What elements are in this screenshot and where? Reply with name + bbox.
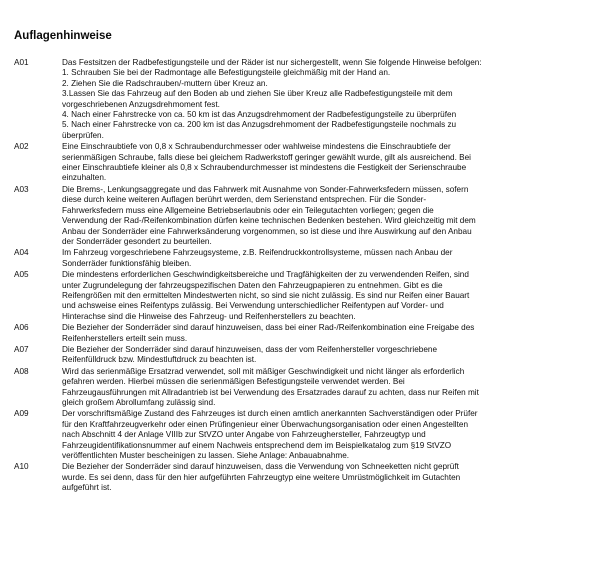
- note-text-line: wurde. Es sei denn, dass für den hier aufgeführten Fahrzeugtyp eine weitere Umrüstmöglichkeit im Gutachten: [62, 472, 461, 482]
- note-item-a04: [14, 248, 594, 269]
- note-item-a09: [14, 409, 594, 461]
- note-item-a05: [14, 270, 594, 322]
- note-text: [62, 185, 590, 247]
- note-text: [62, 58, 590, 141]
- note-text: [62, 323, 590, 344]
- note-text-line: überprüfen.: [62, 130, 104, 140]
- note-code: A06: [14, 323, 29, 333]
- note-text-line: serienmäßigen Schraube, falls diese bei gleichem Radwerkstoff geringer gewählt wurde, gilt als ausreichend. Bei: [62, 152, 471, 162]
- note-text-line: Reifenfülldruck bzw. Mindestluftdruck zu beachten ist.: [62, 355, 257, 365]
- note-text-line: Die Bezieher der Sonderräder sind darauf hinzuweisen, dass die Verwendung von Schneeketten nicht geprüft: [62, 462, 459, 472]
- note-item-a06: [14, 323, 594, 344]
- note-text-line: 1. Schrauben Sie bei der Radmontage alle Befestigungsteile gleichmäßig mit der Hand an.: [62, 68, 391, 78]
- note-text-line: Fahrzeugidentifikationsnummer auf einem Nachweis entsprechend dem im Beispielkatalog zum §19 StVZO: [62, 440, 452, 450]
- note-text-line: Fahrzeugausführungen mit Allradantrieb ist bei Verwendung des Ersatzrades darauf zu achten, dass nur Reifen mit: [62, 387, 479, 397]
- note-text-line: Wird das serienmäßige Ersatzrad verwendet, soll mit mäßiger Geschwindigkeit und nicht länger als erforderlich: [62, 366, 465, 376]
- note-text-line: Reifengrößen mit den ermittelten Mindestwerten nicht, so sind sie nicht zulässig. Es sind nur Reifen einer Bauart: [62, 290, 470, 300]
- note-item-a07: [14, 345, 594, 366]
- note-text-line: gefahren werden. Hierbei müssen die serienmäßigen Befestigungsteile verwendet werden. Bei: [62, 377, 405, 387]
- note-code: A08: [14, 366, 29, 376]
- note-text: [62, 367, 590, 409]
- note-text-line: 5. Nach einer Fahrstrecke von ca. 200 km ist das Anzugsdrehmoment der Radbefestigungsteile nochmals zu: [62, 120, 457, 130]
- note-code: A01: [14, 58, 29, 67]
- note-code: A09: [14, 409, 29, 419]
- note-code: A05: [14, 270, 29, 280]
- note-text-line: Die Brems-, Lenkungsaggregate und das Fahrwerk mit Ausnahme von Sonder-Fahrwerksfedern müssen, sofern: [62, 184, 469, 194]
- note-code: A03: [14, 184, 29, 194]
- note-text-line: veröffentlichten Muster bescheinigen zu lassen. Siehe Anlage: Anbauabnahme.: [62, 451, 350, 461]
- note-text-line: Eine Einschraubtiefe von 0,8 x Schraubendurchmesser oder wahlweise mindestens die Einschraubtiefe der: [62, 142, 451, 152]
- notes-list: [14, 58, 594, 495]
- note-code: A02: [14, 142, 29, 152]
- note-text-line: 2. Ziehen Sie die Radschrauben/-muttern über Kreuz an.: [62, 78, 268, 88]
- note-code: A10: [14, 462, 29, 472]
- note-item-a02: [14, 142, 594, 184]
- note-text-line: für den Kraftfahrzeugverkehr oder einen Prüfingenieur einer Überwachungsorganisation oder einen Angestellten: [62, 419, 468, 429]
- note-text: [62, 462, 590, 493]
- note-text-line: Die Bezieher der Sonderräder sind darauf hinzuweisen, dass bei einer Rad-/Reifenkombination eine Freigabe des: [62, 323, 475, 333]
- note-text-line: und achsweise eines Reifentyps zulässig. Bei Verwendung unterschiedlicher Reifentypen auf Vorder- und: [62, 301, 444, 311]
- note-text-line: Sonderräder funktionsfähig bleiben.: [62, 258, 192, 268]
- note-text-line: Das Festsitzen der Radbefestigungsteile und der Räder ist nur sichergestellt, wenn Sie folgende Hinweise befolgen:: [62, 58, 482, 67]
- note-text: [62, 409, 590, 461]
- note-text-line: der Sonderräder gesondert zu beurteilen.: [62, 236, 212, 246]
- note-text-line: einzuhalten.: [62, 173, 107, 183]
- note-code: A04: [14, 248, 29, 258]
- note-text-line: vorgeschriebenen Anzugsdrehmoment fest.: [62, 99, 220, 109]
- note-text-line: Der vorschriftsmäßige Zustand des Fahrzeuges ist durch einen amtlich anerkannten Sachverständigen oder Prüfer: [62, 409, 478, 419]
- note-item-a08: [14, 367, 594, 409]
- note-code: A07: [14, 344, 29, 354]
- note-text-line: Verwendung der Rad-/Reifenkombination dürfen keine technischen Bedenken bestehen. Wird gleichzeitig mit dem: [62, 216, 476, 226]
- note-text-line: Die mindestens erforderlichen Geschwindigkeitsbereiche und Tragfähigkeiten der zu verwendenden Reifen, sind: [62, 270, 469, 280]
- note-text: [62, 142, 590, 184]
- note-text-line: Im Fahrzeug vorgeschriebene Fahrzeugsysteme, z.B. Reifendruckkontrollsysteme, müssen nach Anbau der: [62, 248, 453, 258]
- note-text-line: 3.Lassen Sie das Fahrzeug auf den Boden ab und ziehen Sie über Kreuz alle Radbefestigungsteile mit dem: [62, 89, 453, 99]
- note-text: [62, 270, 590, 322]
- note-item-a10: [14, 462, 594, 493]
- note-text-line: einer Einschraubtiefe kleiner als 0,8 x Schraubendurchmesser ist mindestens die Festigkeit der Serienschraube: [62, 163, 467, 173]
- note-text-line: Die Bezieher der Sonderräder sind darauf hinzuweisen, dass der vom Reifenhersteller vorgeschriebene: [62, 344, 438, 354]
- note-text-line: gleich großem Abrollumfang zulässig sind.: [62, 398, 216, 407]
- note-text-line: Reifenherstellers erteilt sein muss.: [62, 333, 188, 343]
- page-title: Auflagenhinweise: [14, 30, 112, 42]
- note-text-line: Hinterachse sind die Hinweise des Fahrzeug- und Reifenherstellers zu beachten.: [62, 311, 356, 321]
- note-text: [62, 345, 590, 366]
- note-text-line: unter Zugrundelegung der fahrzeugspezifischen Daten den Fahrzeugpapieren zu entnehmen. Gibt es die: [62, 280, 443, 290]
- note-text: [62, 248, 590, 269]
- note-text-line: Anbau der Sonderräder eine Fahrwerksänderung vorgenommen, so ist diese und ihre Auswirkung auf den Anbau: [62, 226, 472, 236]
- note-item-a01: [14, 58, 594, 141]
- note-item-a03: [14, 185, 594, 247]
- note-text-line: diese durch keine weiteren Auflagen berührt werden, dem Serienstand entsprechen. Für die Sonder-: [62, 195, 427, 205]
- note-text-line: nach Abschnitt 4 der Anlage VIIIb zur StVZO unter Angabe von Fahrzeughersteller, Fahrzeugtyp und: [62, 430, 426, 440]
- note-text-line: Fahrwerksfedern muss eine Allgemeine Betriebserlaubnis oder ein Teilegutachten vorliegen; gegen die: [62, 205, 434, 215]
- note-text-line: 4. Nach einer Fahrstrecke von ca. 50 km ist das Anzugsdrehmoment der Radbefestigungsteile zu überprüfen: [62, 110, 457, 120]
- note-text-line: aufgeführt ist.: [62, 483, 112, 493]
